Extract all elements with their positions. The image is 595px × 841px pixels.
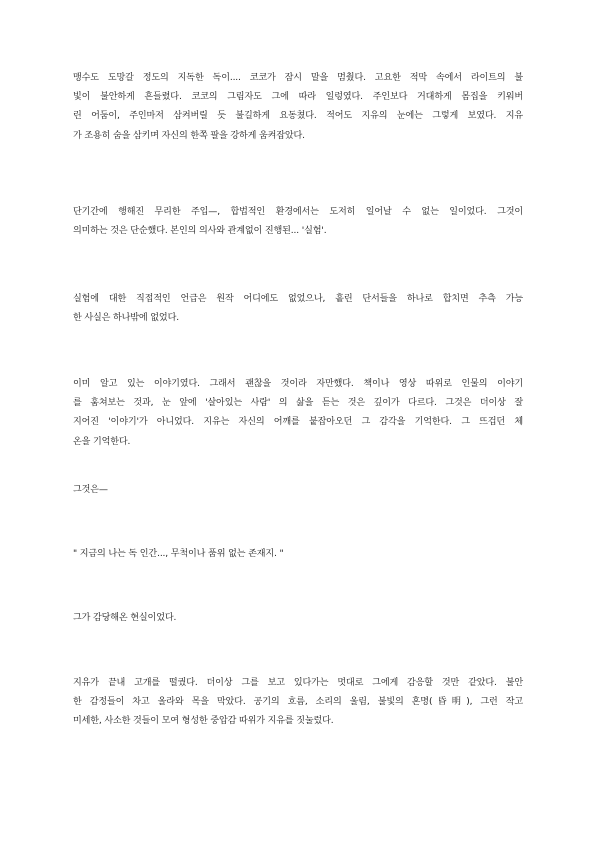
text-line: 의미하는 것은 단순했다. 본인의 의사와 관계없이 진행된... '실험'. <box>73 226 327 237</box>
paragraph-4 <box>73 375 523 452</box>
text-line: " 지금의 나는 독 인간..., 무척이나 품위 없는 존재지. " <box>73 549 284 559</box>
paragraph-2 <box>73 203 523 241</box>
paragraph-5 <box>73 481 523 500</box>
paragraph-8 <box>73 674 523 732</box>
text-line: 그가 감당해온 현실이었다. <box>73 613 177 623</box>
text-line: 를 훔쳐보는 것과, 눈 앞에 '살아있는 사람' 의 삶을 듣는 것은 깊이가 다르다. 그것은 더이상 잘 <box>73 398 523 409</box>
text-line: 빛이 불안하게 흔들렸다. 코코의 그림자도 그에 따라 일렁였다. 주인보다 거대하게 몸집을 키워버 <box>73 92 523 103</box>
dialogue-quote <box>73 545 523 564</box>
paragraph-7 <box>73 609 523 628</box>
text-line: 지어진 '이야기'가 아니었다. 지유는 자신의 어깨를 붙잡아오던 그 감각을 기억한다. 그 뜨겁던 체 <box>73 417 523 428</box>
paragraph-3 <box>73 290 523 328</box>
text-line: 이미 알고 있는 이야기였다. 그래서 괜찮을 것이라 자만했다. 책이나 영상 따위로 인물의 이야기 <box>73 379 523 389</box>
text-line: 미세한, 사소한 것들이 모여 형성한 중압감 따위가 지유를 짓눌렀다. <box>73 716 334 727</box>
paragraph-1 <box>73 69 523 146</box>
text-line: 그것은— <box>73 485 108 495</box>
text-line: 지유가 끝내 고개를 떨궜다. 더이상 그를 보고 있다가는 멋대로 그에게 감응할 것만 같았다. 불안 <box>73 678 523 688</box>
text-line: 단기간에 행해진 무리한 주입—, 합법적인 환경에서는 도저히 일어날 수 없는 일이었다. 그것이 <box>73 207 523 217</box>
text-line: 온을 기억한다. <box>73 436 131 447</box>
text-line: 한 사실은 하나밖에 없었다. <box>73 313 179 324</box>
text-line: 맹수도 도망갈 정도의 지독한 독이.... 코코가 잠시 말을 멈췄다. 고요한 적막 속에서 라이트의 불 <box>73 73 523 83</box>
text-line: 한 감정들이 차고 올라와 목을 막았다. 공기의 흐름, 소리의 울림, 불빛의 혼명(昏明), 그런 작고 <box>73 697 523 708</box>
text-line: 린 어둠이, 주인마저 삼켜버릴 듯 불길하게 요동쳤다. 적어도 지유의 눈에는 그렇게 보였다. 지유 <box>73 111 523 122</box>
text-line: 가 조용히 숨을 삼키며 자신의 한쪽 팔을 강하게 움켜잡았다. <box>73 130 305 141</box>
text-line: 실험에 대한 직접적인 언급은 원작 어디에도 없었으나, 흩린 단서들을 하나로 합치면 추측 가능 <box>73 294 523 304</box>
